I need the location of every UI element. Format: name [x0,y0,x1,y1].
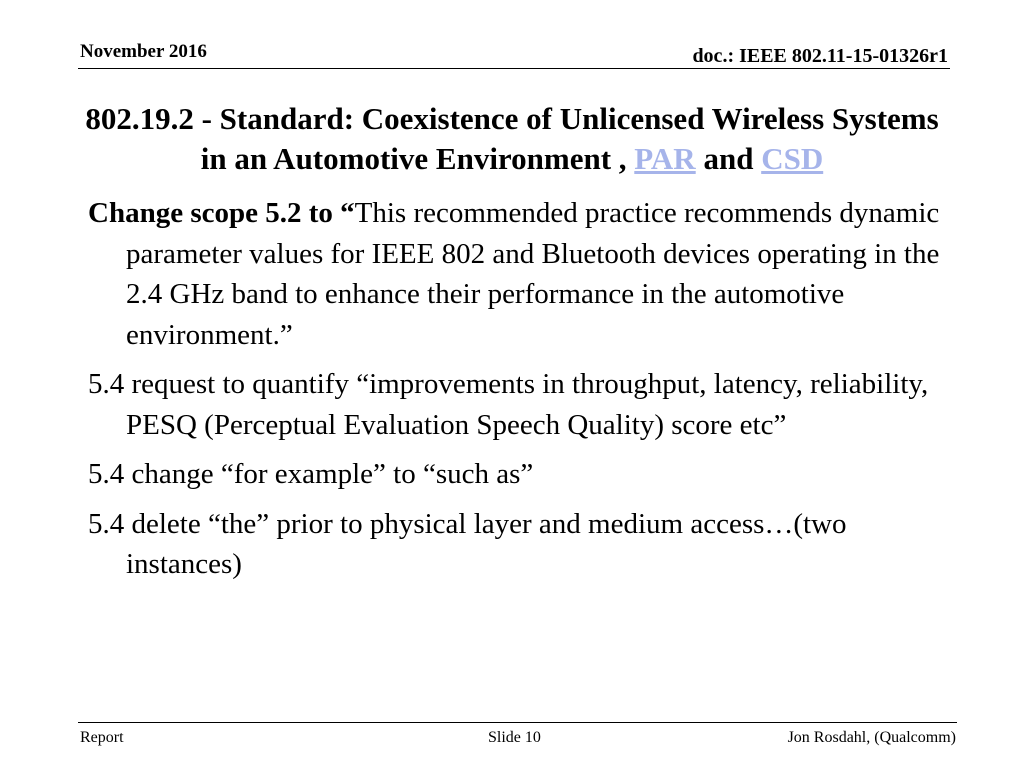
header-divider [78,68,950,69]
comment-item-delete-the [88,504,948,585]
comment-item-scope [88,193,948,355]
footer-label: Report [80,729,124,746]
slide-title-text: 802.19.2 - Standard: Coexistence of Unlicensed Wireless Systems in an Automotive Environment , [85,101,939,176]
csd-link[interactable]: CSD [761,141,824,176]
slide-title-conjunction: and [703,141,754,176]
comment-item-such-as [88,454,948,495]
footer-divider [78,722,957,723]
comment-text: 5.4 delete “the” prior to physical layer and medium access…(two instances) [88,507,847,580]
comment-lead: Change scope 5.2 to “ [88,197,355,229]
header-doc-id: doc.: IEEE 802.11-15-01326r1 [692,45,948,67]
comment-item-quantify [88,364,948,445]
comment-text: 5.4 change “for example” to “such as” [88,458,534,490]
par-link[interactable]: PAR [634,141,696,176]
comment-list [88,193,948,594]
comment-text: 5.4 request to quantify “improvements in throughput, latency, reliability, PESQ (Perceptual Evaluation Speech Quality) score etc” [88,368,929,441]
header-date: November 2016 [80,41,207,62]
footer-author: Jon Rosdahl, (Qualcomm) [787,729,956,746]
slide-title [80,99,944,179]
comment-text: This recommended practice recommends dynamic parameter values for IEEE 802 and Bluetooth devices operating in the 2.4 GHz band to enhance their performance in the automotive environment.” [126,197,940,351]
slide-number: Slide 10 [488,729,541,746]
